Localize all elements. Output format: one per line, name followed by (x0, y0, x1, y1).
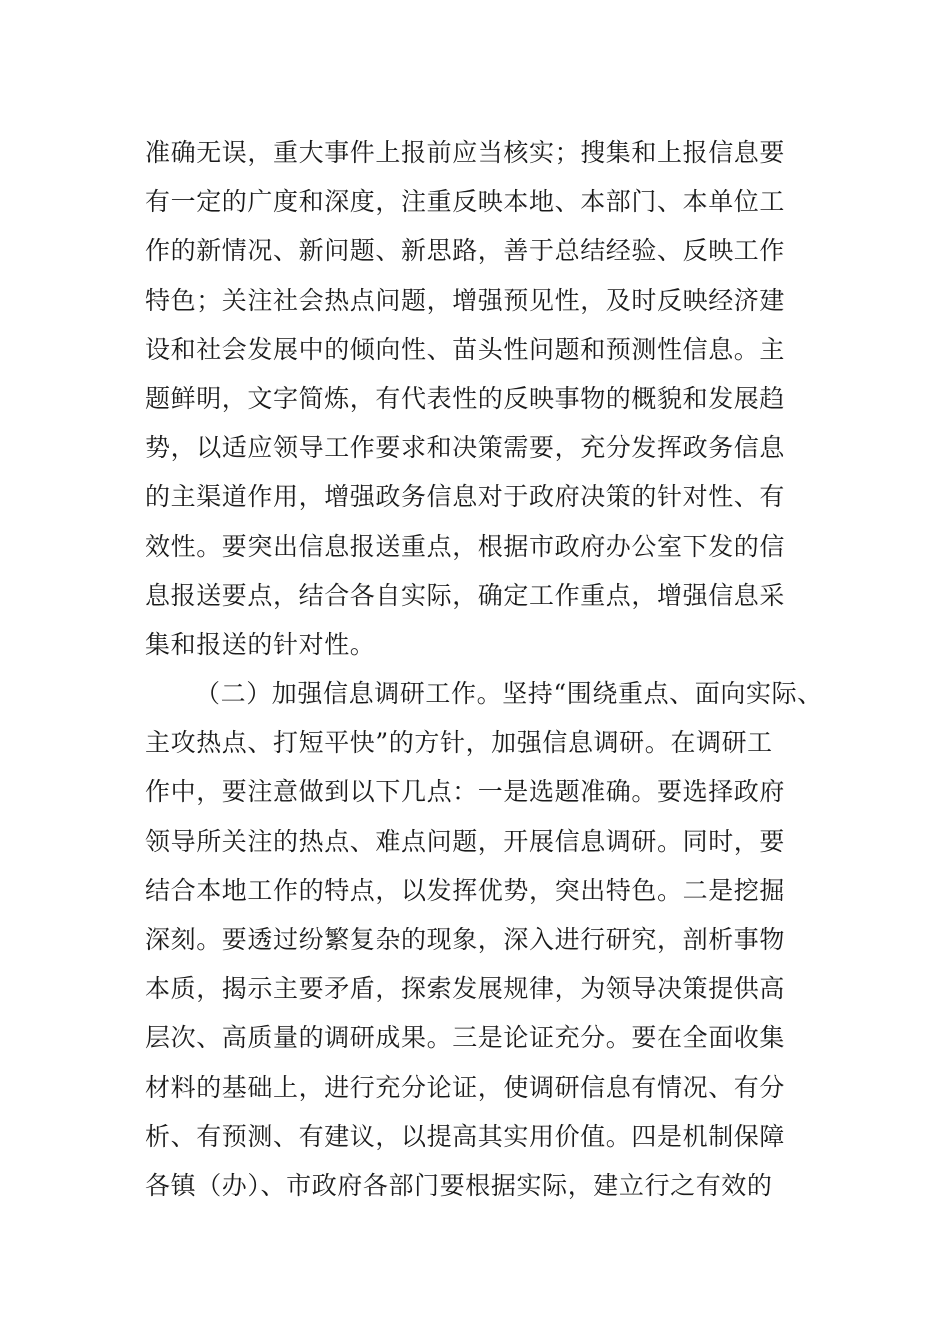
text-line: 息报送要点，结合各自实际，确定工作重点，增强信息采 (145, 580, 786, 610)
text-line: 材料的基础上，进行充分论证，使调研信息有情况、有分 (145, 1072, 786, 1102)
text-line: 深刻。要透过纷繁复杂的现象，深入进行研究，剖析事物 (145, 925, 786, 954)
text-line: 析、有预测、有建议，以提高其实用价值。四是机制保障 (145, 1121, 786, 1151)
body-text (145, 128, 845, 1210)
text-line: 特色；关注社会热点问题，增强预见性，及时反映经济建 (145, 285, 786, 315)
text-line: 各镇（办）、市政府各部门要根据实际，建立行之有效的 (145, 1170, 773, 1200)
text-line: 效性。要突出信息报送重点，根据市政府办公室下发的信 (145, 531, 786, 561)
text-line: 的主渠道作用，增强政务信息对于政府决策的针对性、有 (145, 482, 786, 512)
text-line: 结合本地工作的特点，以发挥优势，突出特色。二是挖掘 (145, 875, 786, 905)
text-line: 作的新情况、新问题、新思路，善于总结经验、反映工作 (145, 236, 786, 266)
text-line: 领导所关注的热点、难点问题，开展信息调研。同时，要 (145, 826, 786, 856)
section-heading-line: （二）加强信息调研工作。坚持“围绕重点、面向实际、 (195, 679, 823, 709)
text-line: 题鲜明，文字简炼，有代表性的反映事物的概貌和发展趋 (145, 383, 786, 413)
text-line: 集和报送的针对性。 (145, 629, 376, 659)
text-line: 作中，要注意做到以下几点：一是选题准确。要选择政府 (145, 777, 786, 807)
text-line: 有一定的广度和深度，注重反映本地、本部门、本单位工 (145, 187, 786, 217)
text-line: 本质，揭示主要矛盾，探索发展规律，为领导决策提供高 (145, 974, 786, 1004)
text-line: 主攻热点、打短平快”的方针，加强信息调研。在调研工 (145, 728, 773, 758)
text-line: 准确无误，重大事件上报前应当核实；搜集和上报信息要 (145, 138, 786, 167)
text-line: 势，以适应领导工作要求和决策需要，充分发挥政务信息 (145, 433, 786, 463)
text-line: 设和社会发展中的倾向性、苗头性问题和预测性信息。主 (145, 334, 786, 364)
text-line: 层次、高质量的调研成果。三是论证充分。要在全面收集 (145, 1023, 786, 1053)
